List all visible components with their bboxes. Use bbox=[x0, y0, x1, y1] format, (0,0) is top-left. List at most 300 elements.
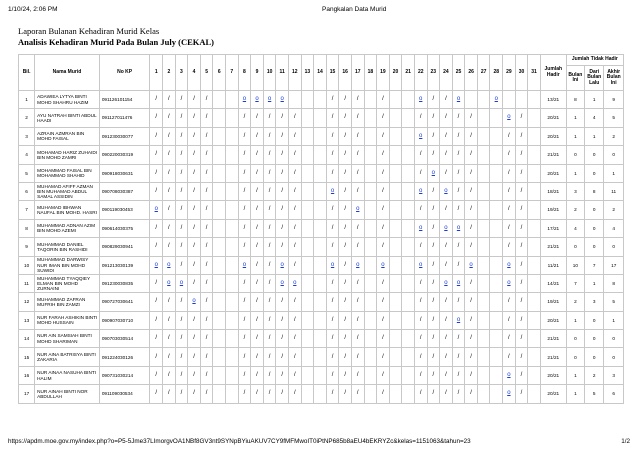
absent-mark[interactable]: o bbox=[163, 256, 176, 274]
present-mark: / bbox=[288, 366, 301, 384]
present-mark: / bbox=[503, 127, 516, 145]
row-nama-murid: NUR AINAH BINTI NOR ABDULLAH bbox=[35, 385, 100, 403]
table-row bbox=[19, 146, 624, 164]
present-mark: / bbox=[503, 330, 516, 348]
present-mark: / bbox=[200, 201, 213, 219]
row-no-kp: 090727030641 bbox=[99, 293, 150, 311]
present-mark: / bbox=[188, 201, 201, 219]
present-mark: / bbox=[339, 385, 352, 403]
absent-mark[interactable]: o bbox=[150, 256, 163, 274]
empty-day-cell bbox=[389, 164, 402, 182]
present-mark: / bbox=[326, 348, 339, 366]
row-bil: 15 bbox=[19, 348, 35, 366]
absent-mark[interactable]: o bbox=[276, 274, 289, 292]
absent-mark[interactable]: o bbox=[251, 91, 264, 109]
row-dari-bulan-lalu: 0 bbox=[585, 146, 604, 164]
present-mark: / bbox=[377, 146, 390, 164]
absent-mark[interactable]: o bbox=[414, 182, 427, 200]
present-mark: / bbox=[326, 109, 339, 127]
row-jumlah-hadir: 18/21 bbox=[540, 182, 566, 200]
empty-day-cell bbox=[528, 219, 541, 237]
present-mark: / bbox=[200, 182, 213, 200]
empty-day-cell bbox=[364, 348, 377, 366]
row-akhir-bulan-ini: 4 bbox=[604, 219, 624, 237]
present-mark: / bbox=[251, 256, 264, 274]
empty-day-cell bbox=[402, 274, 415, 292]
empty-day-cell bbox=[226, 201, 239, 219]
empty-day-cell bbox=[490, 146, 503, 164]
absent-mark[interactable]: o bbox=[351, 201, 364, 219]
header-dari-bulan-lalu: Dari Bulan Lalu bbox=[585, 66, 604, 91]
present-mark: / bbox=[452, 146, 465, 164]
absent-mark[interactable]: o bbox=[288, 274, 301, 292]
row-akhir-bulan-ini: 1 bbox=[604, 164, 624, 182]
row-dari-bulan-lalu: 3 bbox=[585, 293, 604, 311]
absent-mark[interactable]: o bbox=[503, 109, 516, 127]
present-mark: / bbox=[288, 219, 301, 237]
absent-mark[interactable]: o bbox=[175, 274, 188, 292]
row-akhir-bulan-ini: 1 bbox=[604, 311, 624, 329]
present-mark: / bbox=[200, 109, 213, 127]
header-akhir-bulan-ini: Akhir Bulan Ini bbox=[604, 66, 624, 91]
present-mark: / bbox=[515, 146, 528, 164]
absent-mark[interactable]: o bbox=[503, 366, 516, 384]
empty-day-cell bbox=[314, 311, 327, 329]
present-mark: / bbox=[175, 311, 188, 329]
present-mark: / bbox=[188, 238, 201, 256]
empty-day-cell bbox=[402, 385, 415, 403]
present-mark: / bbox=[440, 330, 453, 348]
absent-mark[interactable]: o bbox=[503, 256, 516, 274]
absent-mark[interactable]: o bbox=[440, 274, 453, 292]
table-row bbox=[19, 385, 624, 403]
empty-day-cell bbox=[477, 238, 490, 256]
present-mark: / bbox=[427, 201, 440, 219]
empty-day-cell bbox=[389, 238, 402, 256]
present-mark: / bbox=[175, 182, 188, 200]
empty-day-cell bbox=[213, 293, 226, 311]
empty-day-cell bbox=[364, 274, 377, 292]
present-mark: / bbox=[351, 330, 364, 348]
empty-day-cell bbox=[213, 311, 226, 329]
present-mark: / bbox=[377, 274, 390, 292]
empty-day-cell bbox=[226, 366, 239, 384]
empty-day-cell bbox=[226, 311, 239, 329]
empty-day-cell bbox=[213, 348, 226, 366]
row-jumlah-hadir: 19/21 bbox=[540, 293, 566, 311]
row-dari-bulan-lalu: 0 bbox=[585, 238, 604, 256]
empty-day-cell bbox=[477, 219, 490, 237]
empty-day-cell bbox=[490, 238, 503, 256]
present-mark: / bbox=[200, 366, 213, 384]
header-day: 27 bbox=[477, 55, 490, 91]
absent-mark[interactable]: o bbox=[150, 201, 163, 219]
header-day: 25 bbox=[452, 55, 465, 91]
present-mark: / bbox=[515, 385, 528, 403]
present-mark: / bbox=[503, 293, 516, 311]
empty-day-cell bbox=[364, 238, 377, 256]
present-mark: / bbox=[150, 366, 163, 384]
present-mark: / bbox=[339, 201, 352, 219]
present-mark: / bbox=[465, 127, 478, 145]
present-mark: / bbox=[503, 348, 516, 366]
empty-day-cell bbox=[528, 293, 541, 311]
present-mark: / bbox=[175, 366, 188, 384]
row-no-kp: 090614030375 bbox=[99, 219, 150, 237]
row-no-kp: 090119030453 bbox=[99, 201, 150, 219]
present-mark: / bbox=[440, 348, 453, 366]
present-mark: / bbox=[452, 238, 465, 256]
present-mark: / bbox=[339, 182, 352, 200]
present-mark: / bbox=[238, 127, 251, 145]
present-mark: / bbox=[150, 274, 163, 292]
row-dari-bulan-lalu: 1 bbox=[585, 127, 604, 145]
present-mark: / bbox=[263, 311, 276, 329]
present-mark: / bbox=[150, 385, 163, 403]
row-bulan-ini: 2 bbox=[566, 293, 584, 311]
present-mark: / bbox=[263, 238, 276, 256]
absent-mark[interactable]: o bbox=[238, 256, 251, 274]
empty-day-cell bbox=[389, 219, 402, 237]
present-mark: / bbox=[288, 256, 301, 274]
present-mark: / bbox=[238, 274, 251, 292]
absent-mark[interactable]: o bbox=[326, 256, 339, 274]
present-mark: / bbox=[440, 109, 453, 127]
empty-day-cell bbox=[490, 164, 503, 182]
present-mark: / bbox=[251, 311, 264, 329]
row-bulan-ini: 4 bbox=[566, 219, 584, 237]
empty-day-cell bbox=[490, 330, 503, 348]
present-mark: / bbox=[339, 238, 352, 256]
present-mark: / bbox=[188, 385, 201, 403]
present-mark: / bbox=[200, 127, 213, 145]
header-day: 28 bbox=[490, 55, 503, 91]
present-mark: / bbox=[377, 238, 390, 256]
empty-day-cell bbox=[301, 219, 314, 237]
absent-mark[interactable]: o bbox=[276, 256, 289, 274]
empty-day-cell bbox=[301, 385, 314, 403]
empty-day-cell bbox=[213, 330, 226, 348]
row-no-kp: 091224030126 bbox=[99, 348, 150, 366]
present-mark: / bbox=[263, 201, 276, 219]
absent-mark[interactable]: o bbox=[440, 182, 453, 200]
present-mark: / bbox=[339, 330, 352, 348]
absent-mark[interactable]: o bbox=[503, 274, 516, 292]
header-bil: Bil. bbox=[19, 55, 35, 91]
present-mark: / bbox=[163, 109, 176, 127]
header-day: 26 bbox=[465, 55, 478, 91]
present-mark: / bbox=[238, 109, 251, 127]
absent-mark[interactable]: o bbox=[414, 256, 427, 274]
row-akhir-bulan-ini: 5 bbox=[604, 293, 624, 311]
empty-day-cell bbox=[389, 182, 402, 200]
present-mark: / bbox=[503, 219, 516, 237]
empty-day-cell bbox=[402, 219, 415, 237]
present-mark: / bbox=[377, 201, 390, 219]
empty-day-cell bbox=[402, 256, 415, 274]
row-no-kp: 091109030534 bbox=[99, 385, 150, 403]
empty-day-cell bbox=[477, 348, 490, 366]
present-mark: / bbox=[326, 219, 339, 237]
row-bulan-ini: 3 bbox=[566, 182, 584, 200]
absent-mark[interactable]: o bbox=[452, 91, 465, 109]
present-mark: / bbox=[326, 385, 339, 403]
row-jumlah-hadir: 21/21 bbox=[540, 348, 566, 366]
empty-day-cell bbox=[528, 366, 541, 384]
absent-mark[interactable]: o bbox=[452, 274, 465, 292]
present-mark: / bbox=[515, 311, 528, 329]
absent-mark[interactable]: o bbox=[326, 182, 339, 200]
empty-day-cell bbox=[226, 146, 239, 164]
present-mark: / bbox=[163, 219, 176, 237]
present-mark: / bbox=[515, 348, 528, 366]
present-mark: / bbox=[263, 146, 276, 164]
absent-mark[interactable]: o bbox=[427, 164, 440, 182]
present-mark: / bbox=[427, 385, 440, 403]
present-mark: / bbox=[503, 238, 516, 256]
present-mark: / bbox=[200, 164, 213, 182]
absent-mark[interactable]: o bbox=[238, 91, 251, 109]
present-mark: / bbox=[414, 164, 427, 182]
table-row bbox=[19, 366, 624, 384]
empty-day-cell bbox=[213, 146, 226, 164]
present-mark: / bbox=[427, 256, 440, 274]
present-mark: / bbox=[427, 127, 440, 145]
present-mark: / bbox=[515, 274, 528, 292]
empty-day-cell bbox=[314, 330, 327, 348]
empty-day-cell bbox=[226, 182, 239, 200]
empty-day-cell bbox=[301, 274, 314, 292]
present-mark: / bbox=[326, 311, 339, 329]
present-mark: / bbox=[251, 146, 264, 164]
row-jumlah-hadir: 19/21 bbox=[540, 201, 566, 219]
header-day: 20 bbox=[389, 55, 402, 91]
absent-mark[interactable]: o bbox=[452, 219, 465, 237]
present-mark: / bbox=[200, 348, 213, 366]
present-mark: / bbox=[339, 293, 352, 311]
present-mark: / bbox=[175, 109, 188, 127]
row-akhir-bulan-ini: 0 bbox=[604, 348, 624, 366]
present-mark: / bbox=[377, 385, 390, 403]
present-mark: / bbox=[465, 366, 478, 384]
present-mark: / bbox=[150, 293, 163, 311]
empty-day-cell bbox=[477, 127, 490, 145]
header-jumlah-hadir: Jumlah Hadir bbox=[540, 55, 566, 91]
present-mark: / bbox=[351, 274, 364, 292]
present-mark: / bbox=[465, 238, 478, 256]
row-dari-bulan-lalu: 1 bbox=[585, 91, 604, 109]
absent-mark[interactable]: o bbox=[263, 91, 276, 109]
present-mark: / bbox=[200, 311, 213, 329]
present-mark: / bbox=[288, 182, 301, 200]
table-row bbox=[19, 182, 624, 200]
header-day: 24 bbox=[440, 55, 453, 91]
absent-mark[interactable]: o bbox=[440, 219, 453, 237]
empty-day-cell bbox=[477, 311, 490, 329]
header-day: 30 bbox=[515, 55, 528, 91]
row-bil: 2 bbox=[19, 109, 35, 127]
row-nama-murid: NUR AINAA NASUHA BINTI HALIM bbox=[35, 366, 100, 384]
empty-day-cell bbox=[213, 91, 226, 109]
empty-day-cell bbox=[226, 385, 239, 403]
empty-day-cell bbox=[314, 109, 327, 127]
present-mark: / bbox=[465, 311, 478, 329]
row-dari-bulan-lalu: 1 bbox=[585, 274, 604, 292]
present-mark: / bbox=[465, 201, 478, 219]
absent-mark[interactable]: o bbox=[351, 256, 364, 274]
attendance-table-body bbox=[19, 91, 624, 404]
absent-mark[interactable]: o bbox=[414, 91, 427, 109]
present-mark: / bbox=[288, 330, 301, 348]
present-mark: / bbox=[163, 311, 176, 329]
absent-mark[interactable]: o bbox=[503, 385, 516, 403]
absent-mark[interactable]: o bbox=[276, 91, 289, 109]
empty-day-cell bbox=[364, 91, 377, 109]
row-nama-murid: AZRAIN AZMRAN BIN MOHD FAISAL bbox=[35, 127, 100, 145]
present-mark: / bbox=[251, 274, 264, 292]
row-nama-murid: NUR AIN SAMSIAH BINTI MOHD SHARIMAN bbox=[35, 330, 100, 348]
empty-day-cell bbox=[503, 91, 516, 109]
header-day: 3 bbox=[175, 55, 188, 91]
row-akhir-bulan-ini: 5 bbox=[604, 109, 624, 127]
empty-day-cell bbox=[402, 182, 415, 200]
empty-day-cell bbox=[490, 293, 503, 311]
empty-day-cell bbox=[477, 146, 490, 164]
present-mark: / bbox=[276, 385, 289, 403]
present-mark: / bbox=[414, 201, 427, 219]
row-bil: 13 bbox=[19, 311, 35, 329]
empty-day-cell bbox=[314, 366, 327, 384]
present-mark: / bbox=[200, 146, 213, 164]
empty-day-cell bbox=[301, 91, 314, 109]
absent-mark[interactable]: o bbox=[377, 256, 390, 274]
empty-day-cell bbox=[402, 348, 415, 366]
row-nama-murid: NUR AINA BATRISYA BINTI ZAKARIA bbox=[35, 348, 100, 366]
present-mark: / bbox=[188, 127, 201, 145]
present-mark: / bbox=[427, 91, 440, 109]
present-mark: / bbox=[163, 330, 176, 348]
present-mark: / bbox=[515, 366, 528, 384]
row-jumlah-hadir: 17/21 bbox=[540, 219, 566, 237]
empty-day-cell bbox=[465, 91, 478, 109]
present-mark: / bbox=[150, 330, 163, 348]
absent-mark[interactable]: o bbox=[414, 219, 427, 237]
present-mark: / bbox=[515, 293, 528, 311]
absent-mark[interactable]: o bbox=[188, 293, 201, 311]
empty-day-cell bbox=[213, 201, 226, 219]
present-mark: / bbox=[200, 385, 213, 403]
present-mark: / bbox=[326, 293, 339, 311]
row-nama-murid: MOHAMAD HARIZ ZUHAIDI BIN MOHD ZAMRI bbox=[35, 146, 100, 164]
row-no-kp: 090829030941 bbox=[99, 238, 150, 256]
print-footer bbox=[8, 438, 630, 448]
absent-mark[interactable]: o bbox=[414, 127, 427, 145]
empty-day-cell bbox=[364, 182, 377, 200]
present-mark: / bbox=[452, 256, 465, 274]
empty-day-cell bbox=[490, 109, 503, 127]
empty-day-cell bbox=[226, 238, 239, 256]
row-no-kp: 090907030710 bbox=[99, 311, 150, 329]
row-no-kp: 090220030319 bbox=[99, 146, 150, 164]
empty-day-cell bbox=[314, 201, 327, 219]
present-mark: / bbox=[238, 311, 251, 329]
present-mark: / bbox=[414, 274, 427, 292]
present-mark: / bbox=[238, 293, 251, 311]
present-mark: / bbox=[414, 109, 427, 127]
empty-day-cell bbox=[477, 366, 490, 384]
absent-mark[interactable]: o bbox=[490, 91, 503, 109]
header-day: 14 bbox=[314, 55, 327, 91]
present-mark: / bbox=[427, 238, 440, 256]
empty-day-cell bbox=[528, 274, 541, 292]
empty-day-cell bbox=[490, 127, 503, 145]
row-bil: 11 bbox=[19, 274, 35, 292]
present-mark: / bbox=[452, 182, 465, 200]
present-mark: / bbox=[377, 330, 390, 348]
absent-mark[interactable]: o bbox=[465, 256, 478, 274]
empty-day-cell bbox=[364, 146, 377, 164]
present-mark: / bbox=[200, 293, 213, 311]
present-mark: / bbox=[339, 91, 352, 109]
present-mark: / bbox=[377, 348, 390, 366]
row-jumlah-hadir: 20/21 bbox=[540, 164, 566, 182]
present-mark: / bbox=[351, 293, 364, 311]
empty-day-cell bbox=[389, 109, 402, 127]
empty-day-cell bbox=[528, 164, 541, 182]
present-mark: / bbox=[188, 219, 201, 237]
row-bil: 3 bbox=[19, 127, 35, 145]
empty-day-cell bbox=[364, 311, 377, 329]
present-mark: / bbox=[288, 146, 301, 164]
empty-day-cell bbox=[301, 127, 314, 145]
empty-day-cell bbox=[402, 201, 415, 219]
row-no-kp: 090731030214 bbox=[99, 366, 150, 384]
empty-day-cell bbox=[301, 311, 314, 329]
table-row bbox=[19, 348, 624, 366]
present-mark: / bbox=[515, 127, 528, 145]
present-mark: / bbox=[263, 293, 276, 311]
absent-mark[interactable]: o bbox=[452, 311, 465, 329]
present-mark: / bbox=[200, 256, 213, 274]
absent-mark[interactable]: o bbox=[163, 274, 176, 292]
empty-day-cell bbox=[301, 348, 314, 366]
header-jumlah-tidak-hadir: Jumlah Tidak Hadir bbox=[566, 55, 623, 66]
table-row bbox=[19, 164, 624, 182]
empty-day-cell bbox=[528, 146, 541, 164]
present-mark: / bbox=[163, 164, 176, 182]
row-jumlah-hadir: 20/21 bbox=[540, 366, 566, 384]
present-mark: / bbox=[263, 348, 276, 366]
empty-day-cell bbox=[490, 348, 503, 366]
present-mark: / bbox=[465, 219, 478, 237]
present-mark: / bbox=[440, 164, 453, 182]
row-bulan-ini: 7 bbox=[566, 274, 584, 292]
present-mark: / bbox=[150, 91, 163, 109]
empty-day-cell bbox=[389, 274, 402, 292]
empty-day-cell bbox=[301, 146, 314, 164]
row-jumlah-hadir: 21/21 bbox=[540, 146, 566, 164]
row-no-kp: 091126101154 bbox=[99, 91, 150, 109]
empty-day-cell bbox=[477, 201, 490, 219]
row-dari-bulan-lalu: 0 bbox=[585, 348, 604, 366]
row-jumlah-hadir: 20/21 bbox=[540, 385, 566, 403]
empty-day-cell bbox=[402, 238, 415, 256]
table-row bbox=[19, 256, 624, 274]
present-mark: / bbox=[188, 348, 201, 366]
present-mark: / bbox=[427, 348, 440, 366]
present-mark: / bbox=[414, 348, 427, 366]
empty-day-cell bbox=[402, 146, 415, 164]
